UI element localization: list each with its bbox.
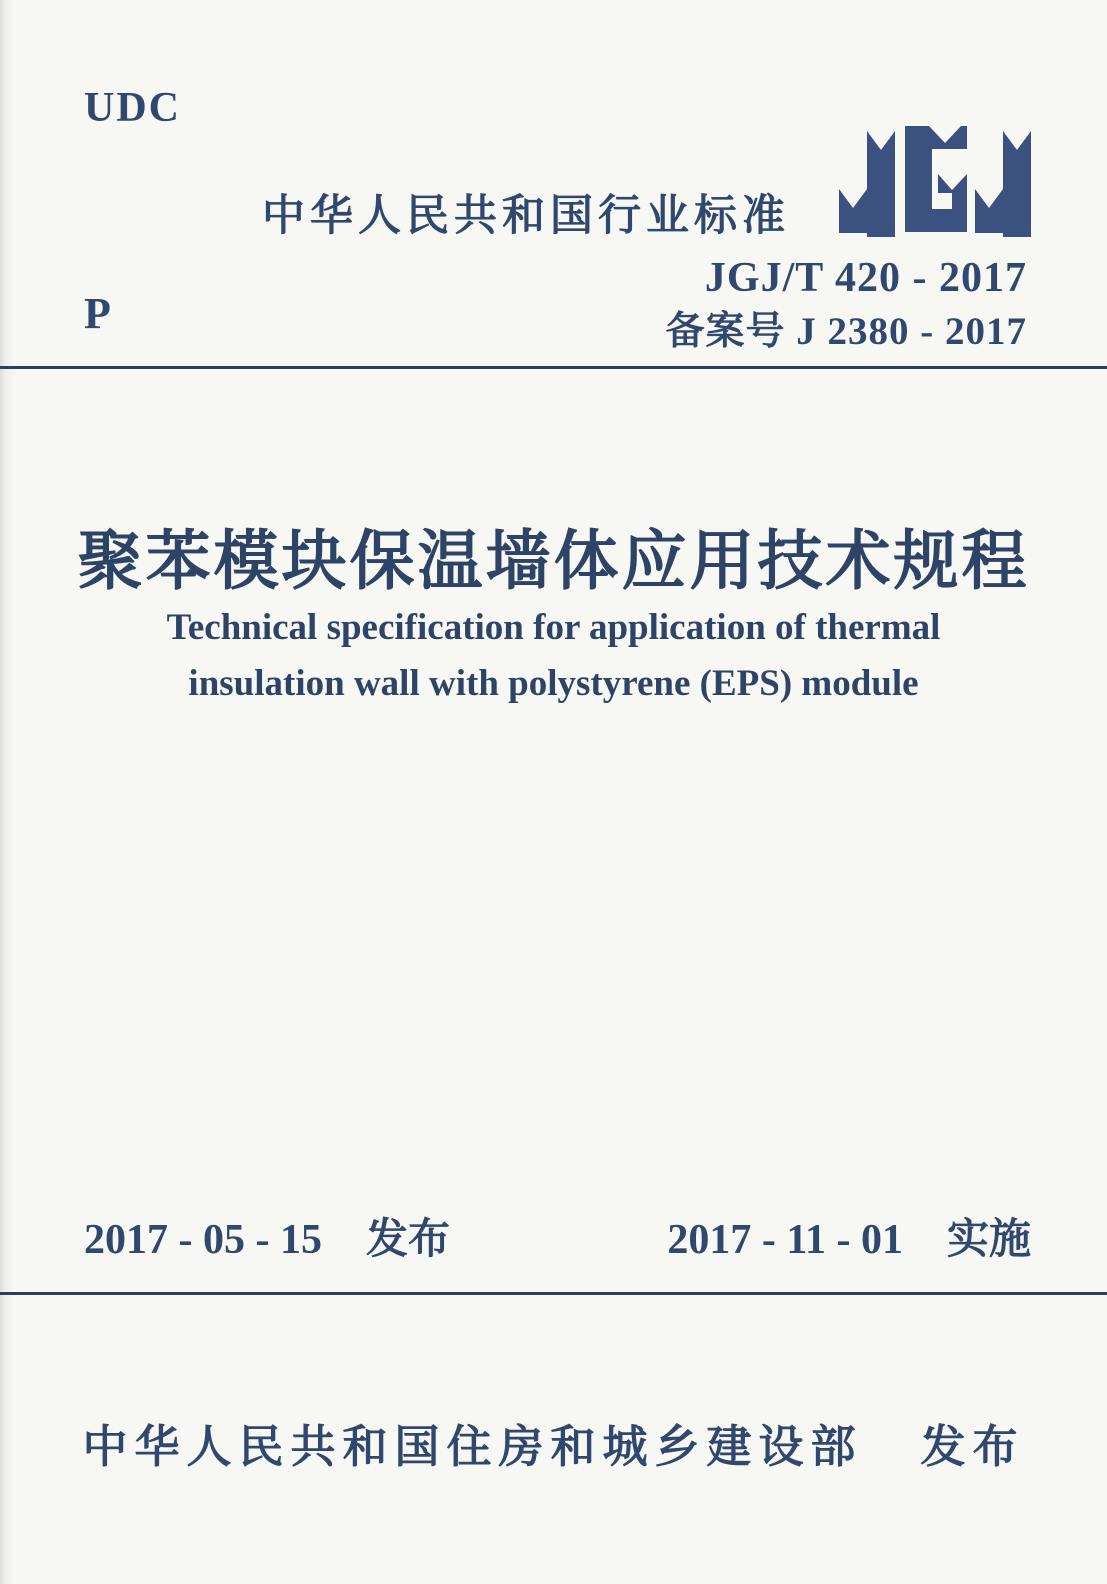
publisher-row [0, 1410, 1107, 1475]
top-divider [0, 366, 1107, 369]
title-chinese: 聚苯模块保温墙体应用技术规程 [77, 526, 1030, 598]
issue-label: 发布 [365, 1215, 450, 1262]
standard-code: JGJ/T 420 - 2017 [704, 255, 1027, 301]
publisher-name: 中华人民共和国住房和城乡建设部 [82, 1421, 863, 1472]
date-row [84, 1206, 1031, 1266]
record-code: 备案号 J 2380 - 2017 [665, 310, 1027, 353]
implementation-date-group [667, 1206, 1031, 1266]
standard-category-title: 中华人民共和国行业标准 [262, 192, 790, 240]
implementation-date: 2017 - 11 - 01 [667, 1217, 903, 1263]
title-english-line2: insulation wall with polystyrene (EPS) module [188, 663, 919, 704]
jgj-logo [835, 126, 1035, 238]
bottom-divider [0, 1292, 1107, 1295]
udc-code: UDC [84, 85, 181, 131]
classification-code: P [84, 289, 111, 338]
issue-date: 2017 - 05 - 15 [84, 1217, 322, 1263]
publish-label: 发布 [920, 1421, 1025, 1472]
title-english-line1: Technical specification for application of thermal [166, 607, 941, 648]
jgj-logo-icon [835, 126, 1035, 238]
issue-date-group [84, 1206, 450, 1266]
implementation-label: 实施 [946, 1215, 1031, 1262]
